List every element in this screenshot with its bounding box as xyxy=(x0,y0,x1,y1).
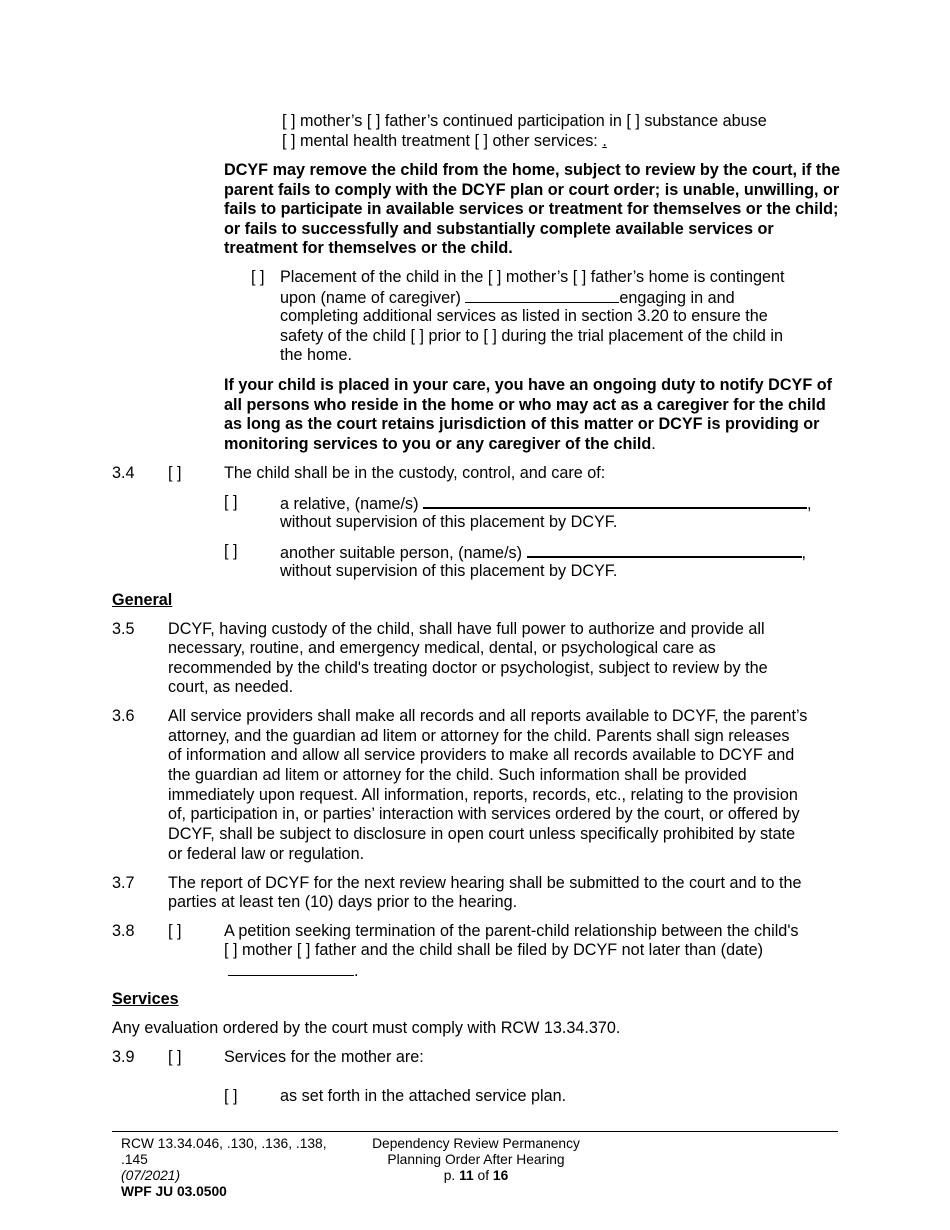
section-3-7-number: 3.7 xyxy=(112,874,135,892)
footer-title-line-1: Dependency Review Permanency xyxy=(372,1136,580,1151)
caregiver-notification-warning xyxy=(224,376,844,454)
footer-rcw-line-1: RCW 13.34.046, .130, .136, .138, xyxy=(121,1136,327,1151)
relative-name-field[interactable] xyxy=(423,493,807,509)
section-3-4-number: 3.4 xyxy=(112,464,135,482)
placement-checkbox[interactable]: [ ] xyxy=(251,268,265,286)
notification-warning-period: . xyxy=(651,434,656,453)
footer-form-id: WPF JU 03.0500 xyxy=(121,1184,227,1199)
footer-current-page: 11 xyxy=(459,1168,474,1183)
relative-option-line-1 xyxy=(280,493,812,515)
section-3-6-line-3: of information and allow all service providers to make all records available to DCYF and xyxy=(168,746,795,764)
services-intro: Any evaluation ordered by the court must comply with RCW 13.34.370. xyxy=(112,1019,621,1037)
service-plan-text: as set forth in the attached service plan. xyxy=(280,1087,567,1105)
section-3-5-line-1: DCYF, having custody of the child, shall have full power to authorize and provide all xyxy=(168,620,765,638)
section-3-5-line-2: necessary, routine, and emergency medical, dental, or psychological care as xyxy=(168,639,716,657)
section-3-9-checkbox[interactable]: [ ] xyxy=(168,1048,182,1066)
relative-option-line-2: without supervision of this placement by DCYF. xyxy=(280,513,618,531)
section-3-8-line-2: [ ] mother [ ] father and the child shall be filed by DCYF not later than (date) xyxy=(224,941,763,959)
top-options-line-2 xyxy=(282,132,607,152)
section-3-6-line-6: of, participation in, or parties’ interaction with services ordered by the court, or offered by xyxy=(168,805,800,823)
placement-line-5: the home. xyxy=(280,346,352,364)
footer-date: (07/2021) xyxy=(121,1168,181,1183)
section-3-5-number: 3.5 xyxy=(112,620,135,638)
section-3-8-line-3 xyxy=(228,961,359,982)
suitable-person-option-line-1 xyxy=(280,542,806,564)
service-plan-checkbox[interactable]: [ ] xyxy=(224,1087,238,1105)
section-3-4-text: The child shall be in the custody, control, and care of: xyxy=(224,464,606,482)
section-3-6-number: 3.6 xyxy=(112,707,135,725)
section-3-9-number: 3.9 xyxy=(112,1048,135,1066)
suitable-person-name-field[interactable] xyxy=(527,542,802,558)
section-3-5-line-3: recommended by the child's treating doctor or psychologist, subject to review by the xyxy=(168,659,768,677)
section-3-6-line-5: immediately upon request. All information, reports, records, etc., relating to the provision xyxy=(168,786,798,804)
suitable-person-label: another suitable person, (name/s) xyxy=(280,544,523,562)
top-options-line-1 xyxy=(282,112,767,132)
placement-line-1: Placement of the child in the [ ] mother’s [ ] father’s home is contingent xyxy=(280,268,785,286)
placement-line-4: safety of the child [ ] prior to [ ] during the trial placement of the child in xyxy=(280,327,783,345)
section-3-9-text: Services for the mother are: xyxy=(224,1048,424,1066)
section-3-6-line-7: DCYF, shall be subject to disclosure in open court unless specifically prohibited by state xyxy=(168,825,796,843)
footer-page-number xyxy=(356,1168,596,1184)
placement-caregiver-label: upon (name of caregiver) xyxy=(280,289,461,307)
section-3-6-line-2: attorney, and the guardian ad litem or attorney for the child. Parents shall sign releases xyxy=(168,727,790,745)
suitable-person-comma: , xyxy=(801,544,807,562)
footer-title-line-2: Planning Order After Hearing xyxy=(387,1152,565,1167)
section-3-5-line-4: court, as needed. xyxy=(168,678,294,696)
general-heading: General xyxy=(112,591,173,609)
section-3-8-number: 3.8 xyxy=(112,922,135,940)
other-services-blank[interactable]: . xyxy=(602,132,607,150)
caregiver-name-field[interactable] xyxy=(465,288,619,303)
placement-line-2 xyxy=(280,288,735,309)
top-options-text-2: [ ] mental health treatment [ ] other services: xyxy=(282,132,598,150)
relative-label: a relative, (name/s) xyxy=(280,495,419,513)
relative-checkbox[interactable]: [ ] xyxy=(224,493,238,511)
suitable-person-option-line-2: without supervision of this placement by DCYF. xyxy=(280,562,618,580)
section-3-8-checkbox[interactable]: [ ] xyxy=(168,922,182,940)
section-3-6-line-1: All service providers shall make all records and all reports available to DCYF, the parent’s xyxy=(168,707,808,725)
placement-line-3: completing additional services as listed in section 3.20 to ensure the xyxy=(280,307,768,325)
notification-warning-text: If your child is placed in your care, you have an ongoing duty to notify DCYF of all persons who reside in the home or who may act as a caregiver for the child as long as the court retains jurisdiction of this matter or DCYF is providing or monitoring services to you or any caregiver of the child xyxy=(224,376,832,453)
removal-warning: DCYF may remove the child from the home, subject to review by the court, if the parent fails to comply with the DCYF plan or court order; is unable, unwilling, or fails to participate in available services or treatment for themselves or the child; or fails to successfully and substantially complete available services or treatment for themselves or the child. xyxy=(224,161,841,258)
section-3-6-line-8: or federal law or regulation. xyxy=(168,845,365,863)
relative-comma: , xyxy=(807,495,812,513)
placement-engaging-text: engaging in and xyxy=(619,289,735,307)
footer-divider xyxy=(112,1131,838,1132)
footer-rcw-line-2: .145 xyxy=(121,1152,148,1167)
footer-page-of: of xyxy=(477,1168,490,1183)
suitable-person-checkbox[interactable]: [ ] xyxy=(224,542,238,560)
termination-date-field[interactable] xyxy=(228,961,354,976)
termination-date-period: . xyxy=(354,962,359,980)
section-3-7-line-2: parties at least ten (10) days prior to the hearing. xyxy=(168,893,518,911)
section-3-6-line-4: the guardian ad litem or attorney for the child. Such information shall be provided xyxy=(168,766,747,784)
services-heading: Services xyxy=(112,990,179,1008)
footer-total-pages: 16 xyxy=(492,1168,509,1183)
top-options-text-1: [ ] mother’s [ ] father’s continued participation in [ ] substance abuse xyxy=(282,112,767,130)
footer-page-prefix: p. xyxy=(443,1168,456,1183)
section-3-7-line-1: The report of DCYF for the next review hearing shall be submitted to the court and to the xyxy=(168,874,802,892)
section-3-4-checkbox[interactable]: [ ] xyxy=(168,464,182,482)
section-3-8-line-1: A petition seeking termination of the parent-child relationship between the child's xyxy=(224,922,799,940)
